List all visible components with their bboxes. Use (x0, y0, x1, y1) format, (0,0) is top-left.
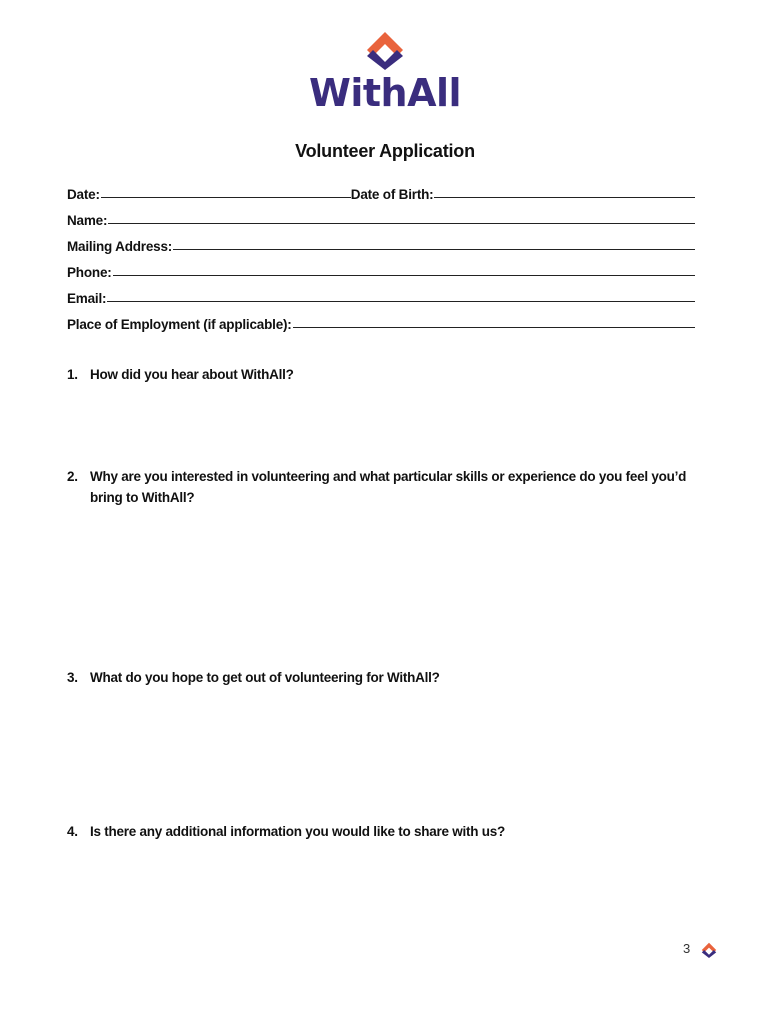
question-number: 2. (67, 469, 78, 484)
question-2 (67, 466, 695, 508)
employment-row (67, 312, 695, 332)
question-text: Is there any additional information you would like to share with us? (90, 824, 506, 839)
question-number: 4. (67, 824, 78, 839)
question-text: What do you hope to get out of volunteering for WithAll? (90, 670, 440, 685)
phone-label: Phone: (67, 265, 112, 280)
question-number: 3. (67, 670, 78, 685)
date-row (67, 182, 695, 202)
email-row (67, 286, 695, 306)
date-field[interactable] (101, 196, 351, 198)
mailing-address-label: Mailing Address: (67, 239, 173, 254)
logo-wordmark: WithAll (308, 71, 462, 115)
withall-footer-mark-icon (700, 942, 718, 958)
email-field[interactable] (107, 300, 695, 302)
withall-logo (0, 30, 770, 114)
document-title: Volunteer Application (295, 141, 475, 161)
page-number: 3 (683, 941, 691, 956)
question-1 (67, 364, 695, 385)
question-3 (67, 667, 695, 688)
phone-field[interactable] (113, 274, 695, 276)
date-of-birth-field[interactable] (434, 196, 695, 198)
mailing-address-field[interactable] (173, 248, 695, 250)
question-number: 1. (67, 367, 78, 382)
email-label: Email: (67, 291, 107, 306)
name-label: Name: (67, 213, 108, 228)
question-text: How did you hear about WithAll? (90, 367, 294, 382)
phone-row (67, 260, 695, 280)
question-text: Why are you interested in volunteering and what particular skills or experience do you feel you’d bring to WithAll? (90, 469, 687, 505)
mailing-address-row (67, 234, 695, 254)
date-label: Date: (67, 187, 100, 202)
employment-field[interactable] (293, 326, 695, 328)
employment-label: Place of Employment (if applicable): (67, 317, 292, 332)
name-field[interactable] (108, 222, 695, 224)
name-row (67, 208, 695, 228)
withall-logo-mark-icon (363, 30, 407, 70)
question-4 (67, 821, 695, 842)
date-of-birth-label: Date of Birth: (350, 187, 434, 202)
